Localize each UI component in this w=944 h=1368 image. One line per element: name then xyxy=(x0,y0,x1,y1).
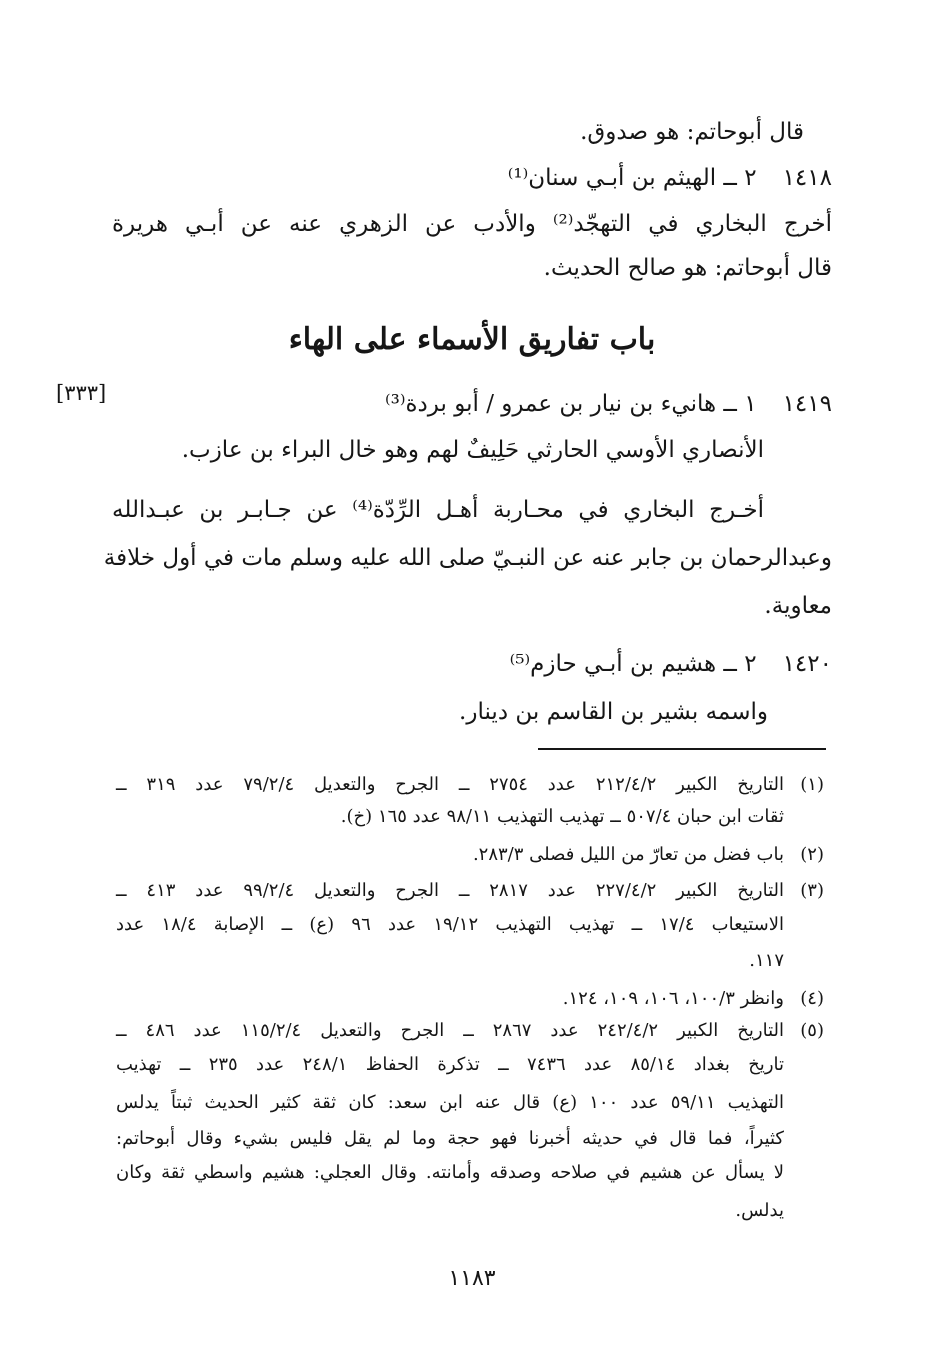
footnote-line: كثيراً، فما قال في حديثه أخبرنا فهو حجة وما لم يقل فليس بشيء وقال أبوحاتم: xyxy=(116,1128,784,1149)
body-line: معاوية. xyxy=(764,593,832,619)
body-line: وعبدالرحمان بن جابر عنه عن النبـيّ صلى الله عليه وسلم مات في أول خلافة xyxy=(103,545,832,571)
body-line: قال أبوحاتم: هو صدوق. xyxy=(580,119,804,145)
entry-number: ١٤١٩ xyxy=(782,391,832,417)
footnote-line: وانظر ١٠٠/٣، ١٠٦، ١٠٩، ١٢٤. xyxy=(562,988,784,1009)
page-reference: [٣٣٣] xyxy=(56,381,107,405)
footnote-line: التاريخ الكبير ٢١٢/٤/٢ عدد ٢٧٥٤ ــ الجرح والتعديل ٧٩/٢/٤ عدد ٣١٩ ــ xyxy=(116,774,784,795)
footnote-marker: (٣) xyxy=(800,880,824,901)
body-line: أخرج البخاري في التهجّد⁽²⁾ والأدب عن الزهري عنه عن أبـي هريرة xyxy=(112,211,832,237)
footnote-marker: (٢) xyxy=(800,844,824,865)
body-line: أخـرج البخاري في محـاربة أهـل الرِّدّة⁽⁴⁾ عن جـابـر بن عبـدالله xyxy=(112,497,764,523)
body-line: الأنصاري الأوسي الحارثي حَلِيفٌ لهم وهو خال البراء بن عازب. xyxy=(181,437,764,463)
entry-1420 xyxy=(510,646,832,682)
body-line: واسمه بشير بن القاسم بن دينار. xyxy=(459,699,768,725)
footnote-line: التاريخ الكبير ٢٤٢/٤/٢ عدد ٢٨٦٧ ــ الجرح والتعديل ١١٥/٢/٤ عدد ٤٨٦ ــ xyxy=(116,1020,784,1041)
entry-1419 xyxy=(385,386,832,422)
footnote-marker: (١) xyxy=(800,774,824,795)
entry-title: ٢ ــ هشيم بن أبـي حازم⁽⁵⁾ xyxy=(509,651,757,677)
entry-title: ١ ــ هانيء بن نيار بن عمرو / أبو بردة⁽³⁾ xyxy=(384,391,757,417)
section-heading: باب تفاريق الأسماء على الهاء xyxy=(288,322,656,357)
footnote-line: يدلس. xyxy=(735,1200,784,1221)
footnote-line: تاريخ بغداد ٨٥/١٤ عدد ٧٤٣٦ ــ تذكرة الحفاظ ٢٤٨/١ عدد ٢٣٥ ــ تهذيب xyxy=(116,1054,785,1075)
footnote-marker: (٥) xyxy=(800,1020,824,1041)
page-number: ١١٨٣ xyxy=(448,1266,496,1291)
footnote-line: التهذيب ٥٩/١١ عدد ١٠٠ (ع) قال عنه ابن سعد: كان ثقة كثير الحديث ثبتاً يدلس xyxy=(116,1092,784,1113)
entry-number: ١٤٢٠ xyxy=(782,651,832,677)
footnote-divider xyxy=(538,748,826,750)
footnote-marker: (٤) xyxy=(800,988,824,1009)
entry-number: ١٤١٨ xyxy=(782,165,832,191)
entry-1418 xyxy=(508,160,832,196)
footnote-line: باب فضل من تعارّ من الليل فصلى ٢٨٣/٣. xyxy=(472,844,784,865)
footnote-line: التاريخ الكبير ٢٢٧/٤/٢ عدد ٢٨١٧ ــ الجرح والتعديل ٩٩/٢/٤ عدد ٤١٣ ــ xyxy=(116,880,784,901)
footnote-line: الاستيعاب ١٧/٤ ــ تهذيب التهذيب ١٩/١٢ عدد ٩٦ (ع) ــ الإصابة ١٨/٤ عدد xyxy=(116,914,784,935)
footnote-line: ثقات ابن حبان ٥٠٧/٤ ــ تهذيب التهذيب ٩٨/١١ عدد ١٦٥ (خ). xyxy=(340,806,784,827)
entry-title: ٢ ــ الهيثم بن أبـي سنان⁽¹⁾ xyxy=(507,165,757,191)
footnote-line: ١١٧. xyxy=(749,950,784,971)
body-line: قال أبوحاتم: هو صالح الحديث. xyxy=(543,255,832,281)
footnote-line: لا يسأل عن هشيم في صلاحه وصدقه وأمانته. وقال العجلي: هشيم واسطي ثقة وكان xyxy=(116,1162,784,1183)
